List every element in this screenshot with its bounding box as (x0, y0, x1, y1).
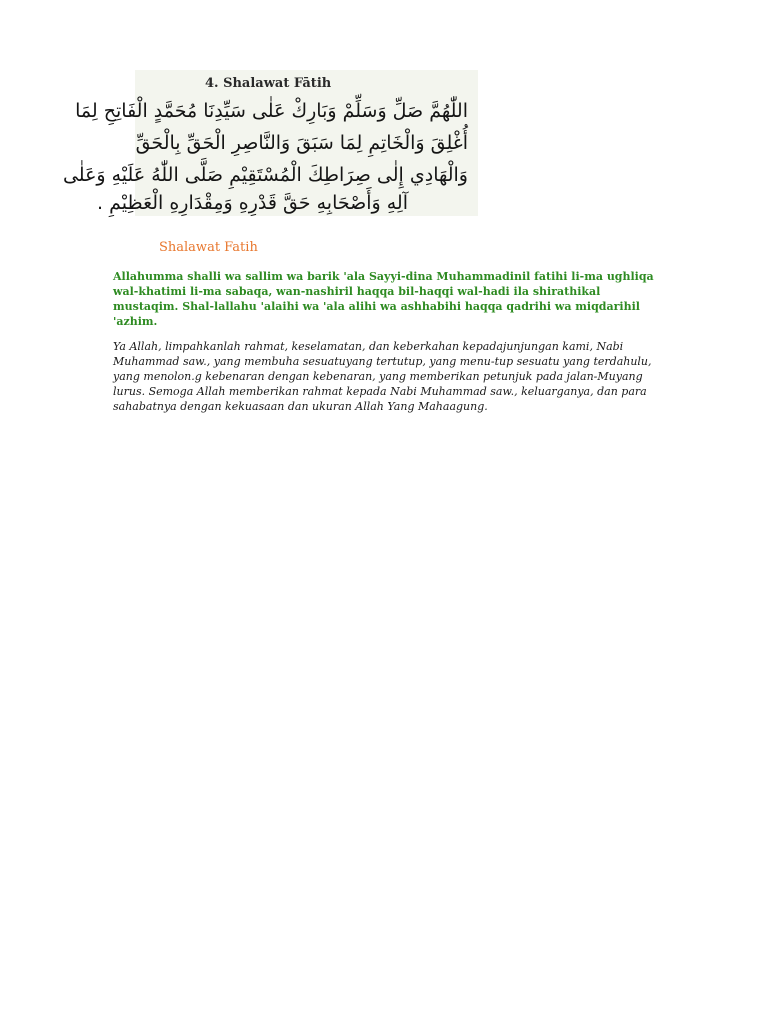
arabic-line-1: اللّٰهُمَّ صَلِّ وَسَلِّمْ وَبَارِكْ عَلٰى سَيِّدِنَا مُحَمَّدٍ الْفَاتِحِ لِمَا (75, 100, 468, 122)
arabic-line-3: وَالْهَادِي إِلٰى صِرَاطِكَ الْمُسْتَقِيْمِ صَلَّى اللّٰهُ عَلَيْهِ وَعَلٰى (62, 164, 468, 186)
arabic-line-4: آلِهِ وَأَصْحَابِهِ حَقَّ قَدْرِهِ وَمِقْدَارِهِ الْعَظِيْمِ . (97, 192, 408, 214)
transliteration-paragraph: Allahumma shalli wa sallim wa barik 'ala Sayyi-dina Muhammadinil fatihi li-ma ughliqa wal-khatimi li-ma sabaqa, wan-nashiril haqqa bil-haqqi wal-hadi ila shirathikal mustaqim. Shal-lallahu 'alaihi wa 'ala alihi wa ashhabihi haqqa qadrihi wa miqdarihil 'azhim. (113, 270, 654, 328)
scanned-arabic-image (62, 70, 478, 216)
scan-heading: 4. Shalawat Fātih (205, 76, 332, 91)
arabic-line-2: أُغْلِقَ وَالْخَاتِمِ لِمَا سَبَقَ وَالنَّاصِرِ الْحَقِّ بِالْحَقِّ (135, 132, 468, 154)
translation-paragraph: Ya Allah, limpahkanlah rahmat, keselamatan, dan keberkahan kepadajunjungan kami, Nabi Muhammad saw., yang membuha sesuatuyang tertutup, yang menu-tup sesuatu yang terdahulu, yang menolon.g kebenaran dengan kebenaran, yang memberikan petunjuk pada jalan-Muyang lurus. Semoga Allah memberikan rahmat kepada Nabi Muhammad saw., keluarganya, dan para sahabatnya dengan kekuasaan dan ukuran Allah Yang Mahaagung. (113, 340, 652, 413)
section-subtitle: Shalawat Fatih (159, 240, 258, 255)
